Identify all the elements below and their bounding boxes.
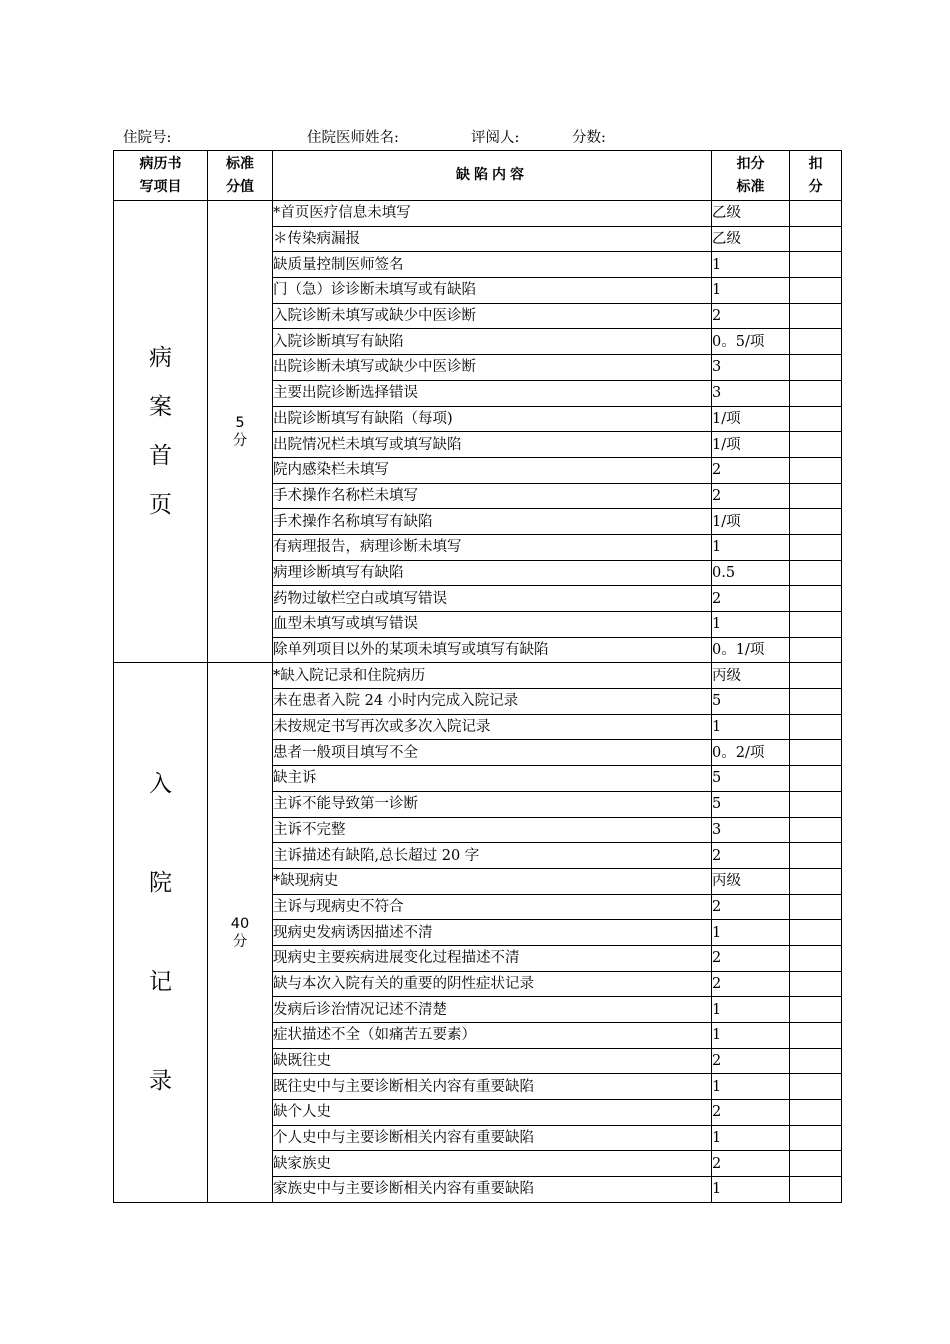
defect-content: 入院诊断填写有缺陷 (273, 329, 712, 355)
deduction-standard: 2 (712, 586, 790, 612)
defect-content: 缺个人史 (273, 1100, 712, 1126)
score-label: 分数: (572, 130, 606, 146)
deducted-score-field[interactable] (790, 329, 842, 355)
section-item-cell (114, 663, 208, 1202)
defect-content: 药物过敏栏空白或填写错误 (273, 586, 712, 612)
deducted-score-field[interactable] (790, 843, 842, 869)
deduction-standard: 乙级 (712, 201, 790, 227)
deduction-standard: 3 (712, 380, 790, 406)
deduction-standard: 2 (712, 1048, 790, 1074)
deducted-score-field[interactable] (790, 971, 842, 997)
defect-content: 缺与本次入院有关的重要的阴性症状记录 (273, 971, 712, 997)
defect-content: 主诉与现病史不符合 (273, 894, 712, 920)
deduction-standard: 1 (712, 612, 790, 638)
deduction-standard: 1 (712, 252, 790, 278)
deducted-score-field[interactable] (790, 766, 842, 792)
deducted-score-field[interactable] (790, 380, 842, 406)
deduction-standard: 1 (712, 1074, 790, 1100)
defect-content: 除单列项目以外的某项未填写或填写有缺陷 (273, 637, 712, 663)
deduction-standard: 丙级 (712, 868, 790, 894)
deduction-standard: 1 (712, 997, 790, 1023)
defect-content: 既往史中与主要诊断相关内容有重要缺陷 (273, 1074, 712, 1100)
defect-content: 病理诊断填写有缺陷 (273, 560, 712, 586)
table-row (114, 201, 842, 227)
deduction-standard: 1 (712, 920, 790, 946)
defect-content: 主诉不能导致第一诊断 (273, 791, 712, 817)
defect-content: *缺现病史 (273, 868, 712, 894)
section-item-char: 入 (149, 770, 172, 797)
defect-content: 发病后诊治情况记述不清楚 (273, 997, 712, 1023)
defect-content: 血型未填写或填写错误 (273, 612, 712, 638)
deducted-score-field[interactable] (790, 1023, 842, 1049)
deducted-score-field[interactable] (790, 1177, 842, 1203)
defect-content: 有病理报告，病理诊断未填写 (273, 534, 712, 560)
deduction-standard: 5 (712, 766, 790, 792)
defect-content: 院内感染栏未填写 (273, 457, 712, 483)
section-item-cell (114, 201, 208, 663)
defect-content: 缺既往史 (273, 1048, 712, 1074)
table-row (114, 663, 842, 689)
deducted-score-field[interactable] (790, 920, 842, 946)
column-header-deduct-standard: 扣分 标准 (712, 151, 790, 201)
deduction-standard: 5 (712, 689, 790, 715)
deduction-standard: 1/项 (712, 432, 790, 458)
deducted-score-field[interactable] (790, 945, 842, 971)
deducted-score-field[interactable] (790, 791, 842, 817)
deduction-standard: 乙级 (712, 226, 790, 252)
deduction-standard: 1/项 (712, 406, 790, 432)
deduction-standard: 1 (712, 1177, 790, 1203)
deducted-score-field[interactable] (790, 483, 842, 509)
deduction-standard: 0。2/项 (712, 740, 790, 766)
section-item-label (149, 735, 172, 1131)
defect-content: 主诉不完整 (273, 817, 712, 843)
deduction-standard: 2 (712, 945, 790, 971)
defect-content: 主要出院诊断选择错误 (273, 380, 712, 406)
deduction-standard: 1 (712, 1125, 790, 1151)
deducted-score-field[interactable] (790, 1151, 842, 1177)
deduction-standard: 0。5/项 (712, 329, 790, 355)
deduction-standard: 2 (712, 971, 790, 997)
standard-score-number: 40 (230, 915, 250, 932)
table-body (114, 201, 842, 1203)
defect-content: 手术操作名称填写有缺陷 (273, 509, 712, 535)
section-item-char: 首 (149, 442, 172, 469)
deducted-score-field[interactable] (790, 509, 842, 535)
deducted-score-field[interactable] (790, 457, 842, 483)
defect-content: 出院情况栏未填写或填写缺陷 (273, 432, 712, 458)
deduction-standard: 2 (712, 1151, 790, 1177)
deducted-score-field[interactable] (790, 252, 842, 278)
deduction-standard: 3 (712, 817, 790, 843)
deducted-score-field[interactable] (790, 1125, 842, 1151)
defect-content: 症状描述不全（如痛苦五要素） (273, 1023, 712, 1049)
admission-number-label: 住院号: (123, 130, 172, 146)
defect-content: 手术操作名称栏未填写 (273, 483, 712, 509)
deduction-standard: 2 (712, 303, 790, 329)
defect-content: ＊传染病漏报 (273, 226, 712, 252)
defect-content: 缺主诉 (273, 766, 712, 792)
deducted-score-field[interactable] (790, 997, 842, 1023)
section-item-char: 案 (149, 393, 172, 420)
deducted-score-field[interactable] (790, 355, 842, 381)
defect-content: 出院诊断未填写或缺少中医诊断 (273, 355, 712, 381)
section-standard-score-cell (208, 663, 273, 1202)
defect-content: 缺家族史 (273, 1151, 712, 1177)
deducted-score-field[interactable] (790, 1048, 842, 1074)
deduction-standard: 1 (712, 1023, 790, 1049)
deducted-score-field[interactable] (790, 689, 842, 715)
section-item-char: 记 (149, 968, 172, 995)
section-standard-score-cell (208, 201, 273, 663)
deducted-score-field[interactable] (790, 1074, 842, 1100)
section-item-char: 病 (149, 344, 172, 371)
defect-content: 家族史中与主要诊断相关内容有重要缺陷 (273, 1177, 712, 1203)
deducted-score-field[interactable] (790, 663, 842, 689)
section-item-char: 页 (149, 491, 172, 518)
deduction-standard: 1 (712, 714, 790, 740)
section-item-char: 录 (149, 1067, 172, 1094)
deducted-score-field[interactable] (790, 868, 842, 894)
defect-content: 入院诊断未填写或缺少中医诊断 (273, 303, 712, 329)
defect-content: 现病史发病诱因描述不清 (273, 920, 712, 946)
deducted-score-field[interactable] (790, 406, 842, 432)
table-header-row (114, 151, 842, 201)
deduction-standard: 1 (712, 278, 790, 304)
column-header-standard: 标准 分值 (208, 151, 273, 201)
section-item-label (149, 334, 172, 530)
deduction-standard: 3 (712, 355, 790, 381)
defect-content: 未按规定书写再次或多次入院记录 (273, 714, 712, 740)
defect-content: *缺入院记录和住院病历 (273, 663, 712, 689)
deduction-standard: 1/项 (712, 509, 790, 535)
deducted-score-field[interactable] (790, 560, 842, 586)
defect-content: 现病史主要疾病进展变化过程描述不清 (273, 945, 712, 971)
standard-score-number: 5 (235, 414, 245, 431)
section-item-char: 院 (149, 869, 172, 896)
deduction-standard: 2 (712, 483, 790, 509)
deducted-score-field[interactable] (790, 637, 842, 663)
deducted-score-field[interactable] (790, 432, 842, 458)
physician-name-label: 住院医师姓名: (307, 130, 399, 146)
deducted-score-field[interactable] (790, 534, 842, 560)
defect-content: 门（急）诊诊断未填写或有缺陷 (273, 278, 712, 304)
deduction-standard: 2 (712, 843, 790, 869)
deducted-score-field[interactable] (790, 226, 842, 252)
column-header-item: 病历书 写项目 (114, 151, 208, 201)
defect-content: 个人史中与主要诊断相关内容有重要缺陷 (273, 1125, 712, 1151)
defect-content: 未在患者入院 24 小时内完成入院记录 (273, 689, 712, 715)
deducted-score-field[interactable] (790, 278, 842, 304)
medical-record-evaluation-table (113, 150, 842, 1203)
deducted-score-field[interactable] (790, 1100, 842, 1126)
deduction-standard: 1 (712, 534, 790, 560)
deducted-score-field[interactable] (790, 303, 842, 329)
defect-content: 患者一般项目填写不全 (273, 740, 712, 766)
column-header-score: 扣 分 (790, 151, 842, 201)
deducted-score-field[interactable] (790, 817, 842, 843)
defect-content: 出院诊断填写有缺陷（每项) (273, 406, 712, 432)
deduction-standard: 2 (712, 894, 790, 920)
deducted-score-field[interactable] (790, 740, 842, 766)
defect-content: 缺质量控制医师签名 (273, 252, 712, 278)
reviewer-label: 评阅人: (471, 130, 520, 146)
standard-score-unit: 分 (232, 933, 248, 950)
deduction-standard: 5 (712, 791, 790, 817)
deducted-score-field[interactable] (790, 586, 842, 612)
defect-content: 主诉描述有缺陷,总长超过 20 字 (273, 843, 712, 869)
deduction-standard: 2 (712, 457, 790, 483)
deduction-standard: 丙级 (712, 663, 790, 689)
deducted-score-field[interactable] (790, 201, 842, 227)
deduction-standard: 2 (712, 1100, 790, 1126)
standard-score-unit: 分 (232, 432, 248, 449)
column-header-content: 缺陷内容 (273, 151, 712, 201)
deduction-standard: 0。1/项 (712, 637, 790, 663)
deducted-score-field[interactable] (790, 612, 842, 638)
defect-content: *首页医疗信息未填写 (273, 201, 712, 227)
deducted-score-field[interactable] (790, 714, 842, 740)
deducted-score-field[interactable] (790, 894, 842, 920)
deduction-standard: 0.5 (712, 560, 790, 586)
